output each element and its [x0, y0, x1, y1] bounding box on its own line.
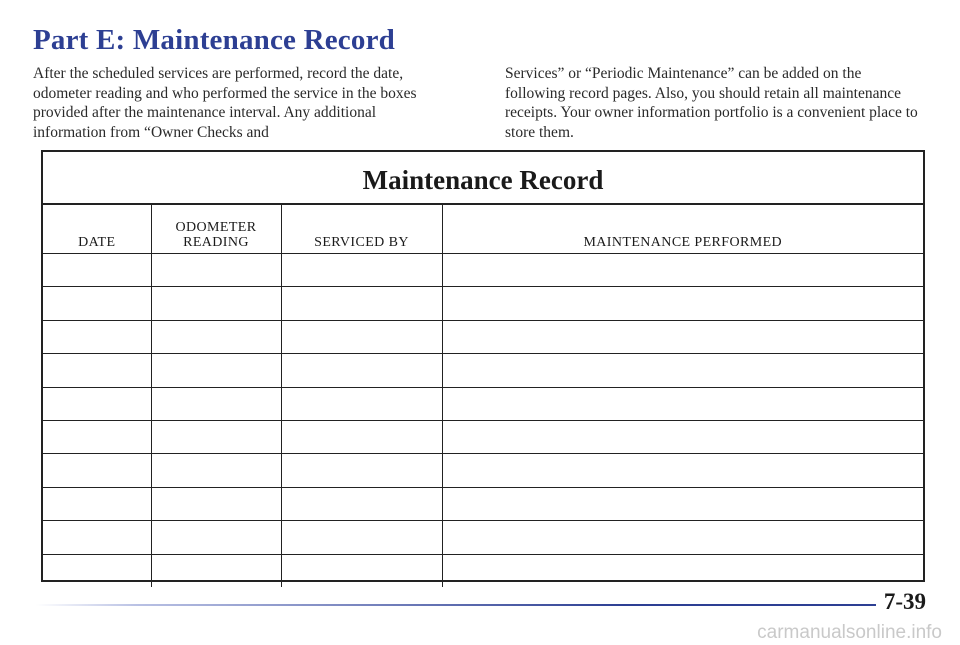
serviced-by-cell — [281, 354, 442, 387]
date-cell — [43, 521, 151, 554]
column-header-serviced-by — [281, 205, 442, 254]
table-row — [43, 521, 923, 554]
serviced-by-cell — [281, 287, 442, 320]
maintenance-cell — [442, 487, 923, 520]
maintenance-cell — [442, 521, 923, 554]
odometer-cell — [151, 387, 281, 420]
footer-rule — [36, 604, 876, 606]
column-header-line2: READING — [183, 235, 249, 250]
serviced-by-cell — [281, 420, 442, 453]
serviced-by-cell — [281, 387, 442, 420]
table-row — [43, 354, 923, 387]
table-row — [43, 320, 923, 353]
page-number: 7-39 — [883, 589, 926, 614]
maintenance-cell — [442, 287, 923, 320]
record-title: Maintenance Record — [43, 152, 923, 205]
record-body — [43, 254, 923, 587]
date-cell — [43, 420, 151, 453]
odometer-cell — [151, 254, 281, 287]
watermark: carmanualsonline.info — [757, 622, 942, 643]
odometer-cell — [151, 354, 281, 387]
column-header-date — [43, 205, 151, 254]
odometer-cell — [151, 554, 281, 587]
odometer-cell — [151, 521, 281, 554]
serviced-by-cell — [281, 254, 442, 287]
table-row — [43, 287, 923, 320]
date-cell — [43, 254, 151, 287]
maintenance-cell — [442, 354, 923, 387]
header-row — [43, 205, 923, 254]
intro-paragraph-right: Services” or “Periodic Maintenance” can be added on the following record pages. Also, you should retain all maintenance receipts. Your owner information portfolio is a convenient place to store them. — [505, 65, 918, 141]
date-cell — [43, 487, 151, 520]
odometer-cell — [151, 320, 281, 353]
odometer-cell — [151, 287, 281, 320]
intro-text — [33, 64, 923, 142]
column-header-odometer — [151, 205, 281, 254]
date-cell — [43, 320, 151, 353]
maintenance-cell — [442, 387, 923, 420]
date-cell — [43, 387, 151, 420]
table-row — [43, 254, 923, 287]
date-cell — [43, 554, 151, 587]
date-cell — [43, 354, 151, 387]
intro-paragraph-left: After the scheduled services are performed, record the date, odometer reading and who performed the service in the boxes provided after the maintenance interval. Any additional information from “Owner Checks and — [33, 65, 417, 141]
odometer-cell — [151, 487, 281, 520]
serviced-by-cell — [281, 454, 442, 487]
page-title: Part E: Maintenance Record — [33, 24, 395, 56]
maintenance-record-table — [41, 150, 925, 582]
table-row — [43, 554, 923, 587]
table-row — [43, 487, 923, 520]
maintenance-cell — [442, 554, 923, 587]
maintenance-cell — [442, 454, 923, 487]
column-header-maintenance — [442, 205, 923, 254]
record-grid — [43, 205, 923, 587]
column-header-line2: SERVICED BY — [314, 235, 409, 250]
column-header-line2: MAINTENANCE PERFORMED — [583, 235, 783, 250]
odometer-cell — [151, 420, 281, 453]
column-header-line2: DATE — [78, 235, 116, 250]
maintenance-cell — [442, 420, 923, 453]
serviced-by-cell — [281, 521, 442, 554]
serviced-by-cell — [281, 320, 442, 353]
serviced-by-cell — [281, 554, 442, 587]
odometer-cell — [151, 454, 281, 487]
table-row — [43, 420, 923, 453]
maintenance-cell — [442, 254, 923, 287]
maintenance-cell — [442, 320, 923, 353]
date-cell — [43, 287, 151, 320]
serviced-by-cell — [281, 487, 442, 520]
table-row — [43, 454, 923, 487]
table-row — [43, 387, 923, 420]
date-cell — [43, 454, 151, 487]
column-header-line1: ODOMETER — [175, 220, 257, 235]
